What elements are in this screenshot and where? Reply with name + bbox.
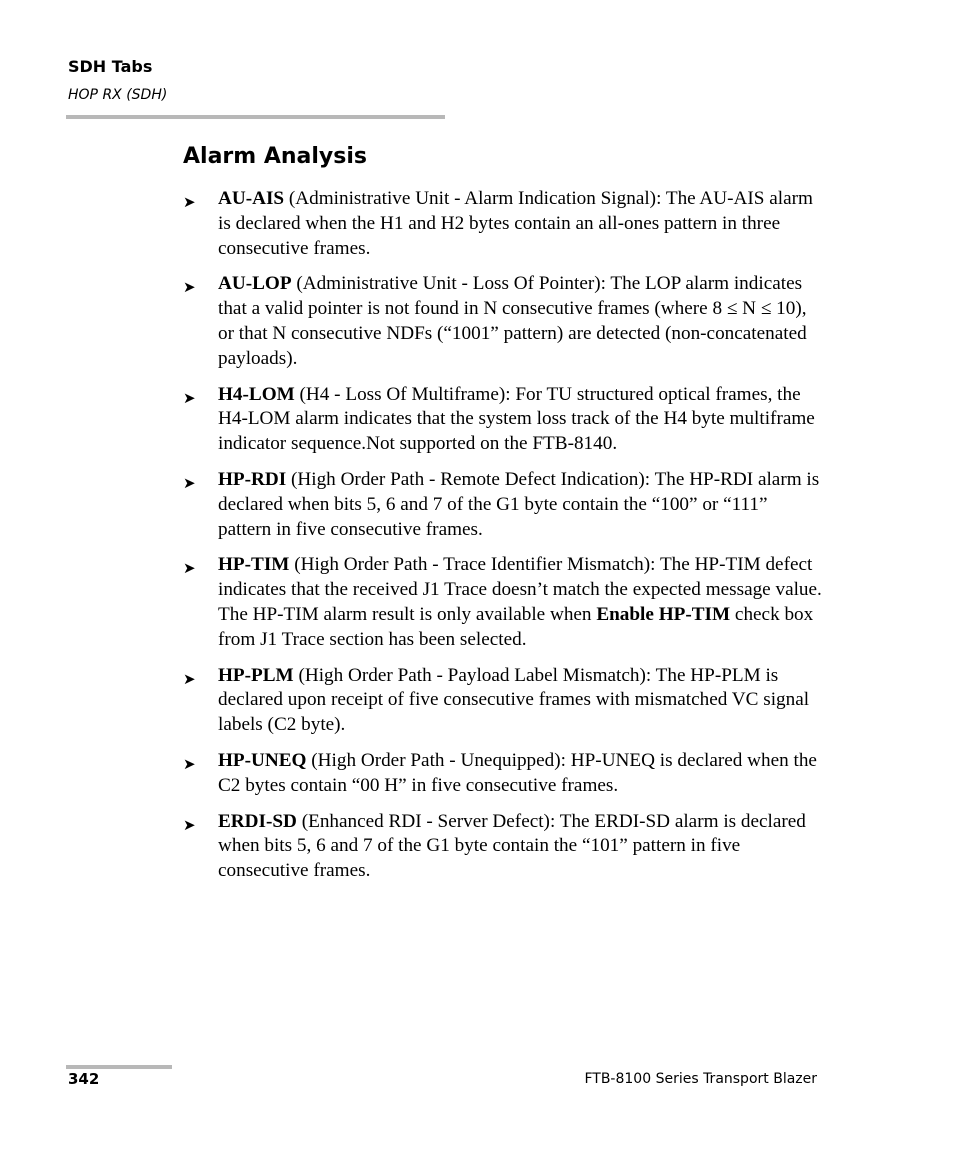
alarm-item-hp-uneq — [183, 749, 823, 799]
alarm-description: (High Order Path - Trace Identifier Mismatch): The HP-TIM defect indicates that the received J1 Trace doesn’t match the expected message value. The HP-TIM alarm result is only available when — [218, 554, 822, 625]
arrow-bullet-icon: ➤ — [183, 754, 196, 773]
arrow-bullet-icon: ➤ — [183, 669, 196, 688]
alarm-description-continued: check box from J1 Trace section has been selected. — [218, 603, 814, 650]
arrow-bullet-icon: ➤ — [183, 388, 196, 407]
alarm-term: AU-AIS — [218, 188, 285, 209]
alarm-term: HP-PLM — [218, 664, 294, 686]
alarm-item-hp-tim — [183, 553, 823, 652]
alarm-description: (High Order Path - Remote Defect Indication): The HP-RDI alarm is declared when bits 5, 6 and 7 of the G1 byte contain the “100” or “111” pattern in five consecutive frames. — [218, 468, 820, 540]
section-heading: Alarm Analysis — [183, 144, 367, 169]
alarm-description: (Enhanced RDI - Server Defect): The ERDI-SD alarm is declared when bits 5, 6 and 7 of the G1 byte contain the “101” pattern in five consecutive frames. — [218, 810, 806, 882]
alarm-item-hp-plm — [183, 664, 823, 738]
arrow-bullet-icon: ➤ — [183, 815, 196, 834]
arrow-bullet-icon: ➤ — [183, 473, 196, 492]
alarm-item-hp-rdi — [183, 468, 823, 542]
alarm-list — [183, 187, 823, 895]
arrow-bullet-icon: ➤ — [183, 278, 196, 297]
arrow-bullet-icon: ➤ — [183, 193, 196, 211]
alarm-description: (High Order Path - Unequipped): HP-UNEQ is declared when the C2 bytes contain “00 H” in five consecutive frames. — [218, 749, 817, 796]
alarm-description: (Administrative Unit - Alarm Indication Signal): The AU-AIS alarm is declared when the H1 and H2 bytes contain an all-ones pattern in three consecutive frames. — [218, 188, 813, 259]
alarm-description: (H4 - Loss Of Multiframe): For TU structured optical frames, the H4-LOM alarm indicates that the system loss track of the H4 byte multiframe indicator sequence.Not supported on the FTB-8140. — [218, 383, 815, 455]
running-header-section: SDH Tabs — [68, 57, 153, 76]
page-number: 342 — [68, 1070, 100, 1088]
alarm-item-h4-lom — [183, 383, 823, 457]
alarm-description: (High Order Path - Payload Label Mismatch): The HP-PLM is declared upon receipt of five consecutive frames with mismatched VC signal labels (C2 byte). — [218, 664, 810, 736]
alarm-item-erdi-sd — [183, 810, 823, 884]
alarm-description: (Administrative Unit - Loss Of Pointer): The LOP alarm indicates that a valid pointer is not found in N consecutive frames (where 8 ≤ N ≤ 10), or that N consecutive NDFs (“1001” pattern) are detected (non-concatenated payloads). — [218, 273, 807, 369]
alarm-item-au-lop — [183, 272, 823, 371]
alarm-item-au-ais — [183, 187, 823, 261]
header-rule — [66, 115, 445, 119]
enable-hp-tim-reference: Enable HP-TIM — [596, 603, 731, 625]
alarm-term: HP-RDI — [218, 468, 287, 490]
alarm-term: ERDI-SD — [218, 810, 297, 832]
running-header-subsection: HOP RX (SDH) — [68, 87, 168, 103]
alarm-term: H4-LOM — [218, 383, 295, 405]
alarm-term: HP-TIM — [218, 554, 290, 576]
footer-rule — [66, 1065, 172, 1069]
document-title: FTB-8100 Series Transport Blazer — [584, 1071, 817, 1087]
alarm-term: HP-UNEQ — [218, 749, 307, 771]
arrow-bullet-icon: ➤ — [183, 559, 196, 578]
alarm-term: AU-LOP — [218, 273, 292, 295]
